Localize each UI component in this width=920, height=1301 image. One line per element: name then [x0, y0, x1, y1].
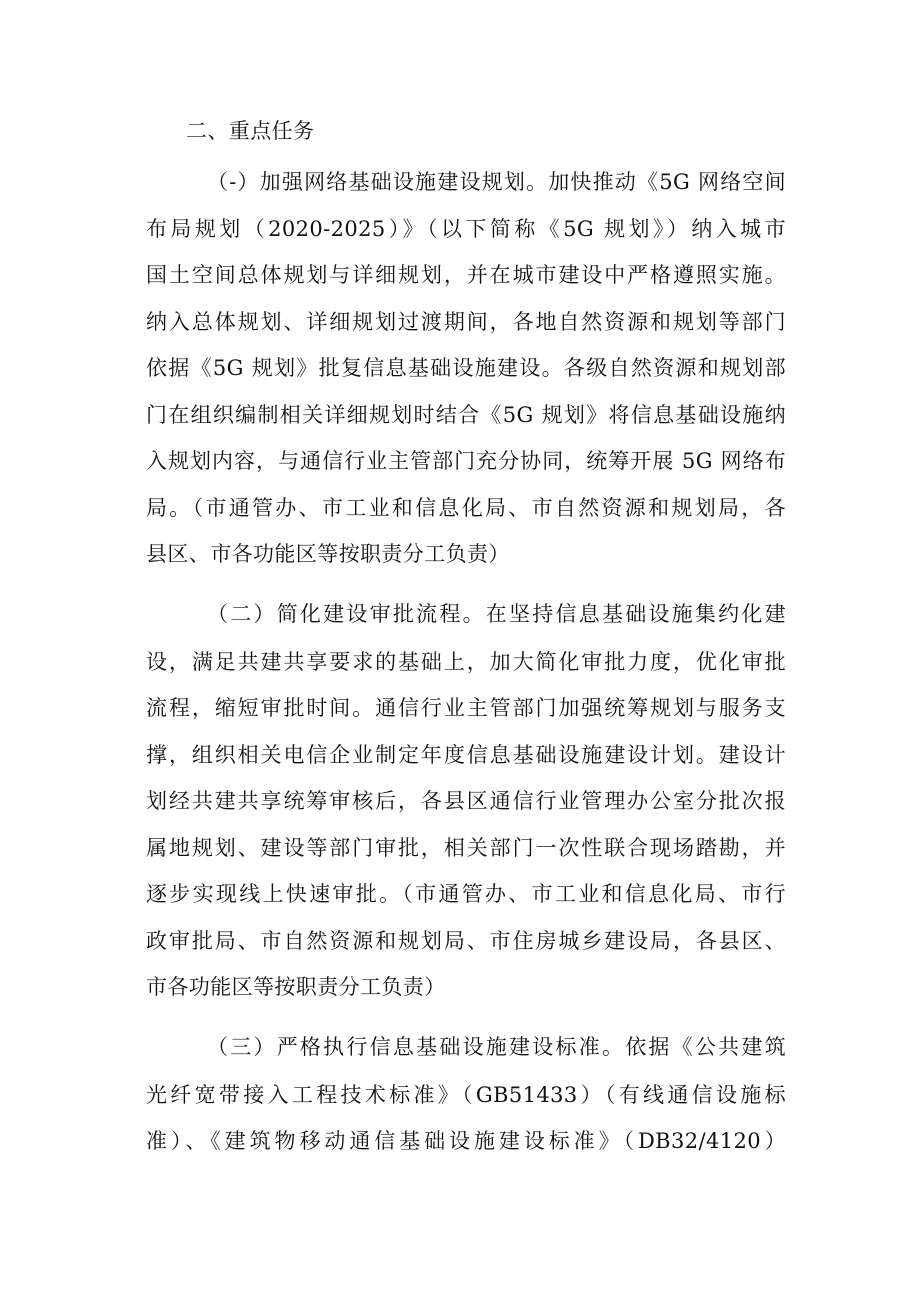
- paragraph-line: （-）加强网络基础设施建设规划。加快推动《5G 网络空间: [207, 170, 786, 194]
- section-heading: 二、重点任务: [186, 119, 315, 143]
- paragraph-line: 流程，缩短审批时间。通信行业主管部门加强统筹规划与服务支: [146, 696, 786, 720]
- paragraph-line: 布局规划（2020-2025）》（以下简称《5G 规划》）纳入城市: [146, 217, 786, 241]
- paragraph-line: （二）简化建设审批流程。在坚持信息基础设施集约化建: [207, 602, 786, 626]
- paragraph-line: 准）、《建筑物移动通信基础设施建设标准》（DB32/4120）: [146, 1129, 786, 1153]
- paragraph-line: 撑，组织相关电信企业制定年度信息基础设施建设计划。建设计: [146, 743, 786, 767]
- paragraph-line: 入规划内容，与通信行业主管部门充分协同，统筹开展 5G 网络布: [146, 449, 786, 473]
- paragraph-line: 属地规划、建设等部门审批，相关部门一次性联合现场踏勘，并: [146, 836, 786, 860]
- paragraph-line: 光纤宽带接入工程技术标准》（GB51433）（有线通信设施标: [146, 1083, 786, 1107]
- paragraph-line: 划经共建共享统筹审核后，各县区通信行业管理办公室分批次报: [146, 789, 786, 813]
- paragraph-line: 设，满足共建共享要求的基础上，加大简化审批力度，优化审批: [146, 650, 786, 674]
- paragraph-line: 县区、市各功能区等按职责分工负责）: [146, 542, 510, 566]
- paragraph-line: 纳入总体规划、详细规划过渡期间，各地自然资源和规划等部门: [146, 310, 786, 334]
- paragraph-line: 门在组织编制相关详细规划时结合《5G 规划》将信息基础设施纳: [146, 403, 786, 427]
- paragraph-line: 国土空间总体规划与详细规划，并在城市建设中严格遵照实施。: [146, 263, 786, 287]
- paragraph-line: （三）严格执行信息基础设施建设标准。依据《公共建筑: [207, 1035, 786, 1059]
- paragraph-line: 依据《5G 规划》批复信息基础设施建设。各级自然资源和规划部: [146, 356, 786, 380]
- paragraph-line: 市各功能区等按职责分工负责）: [146, 975, 446, 999]
- paragraph-line: 逐步实现线上快速审批。（市通管办、市工业和信息化局、市行: [146, 882, 786, 906]
- paragraph-line: 局。（市通管办、市工业和信息化局、市自然资源和规划局，各: [146, 496, 786, 520]
- paragraph-line: 政审批局、市自然资源和规划局、市住房城乡建设局，各县区、: [146, 929, 786, 953]
